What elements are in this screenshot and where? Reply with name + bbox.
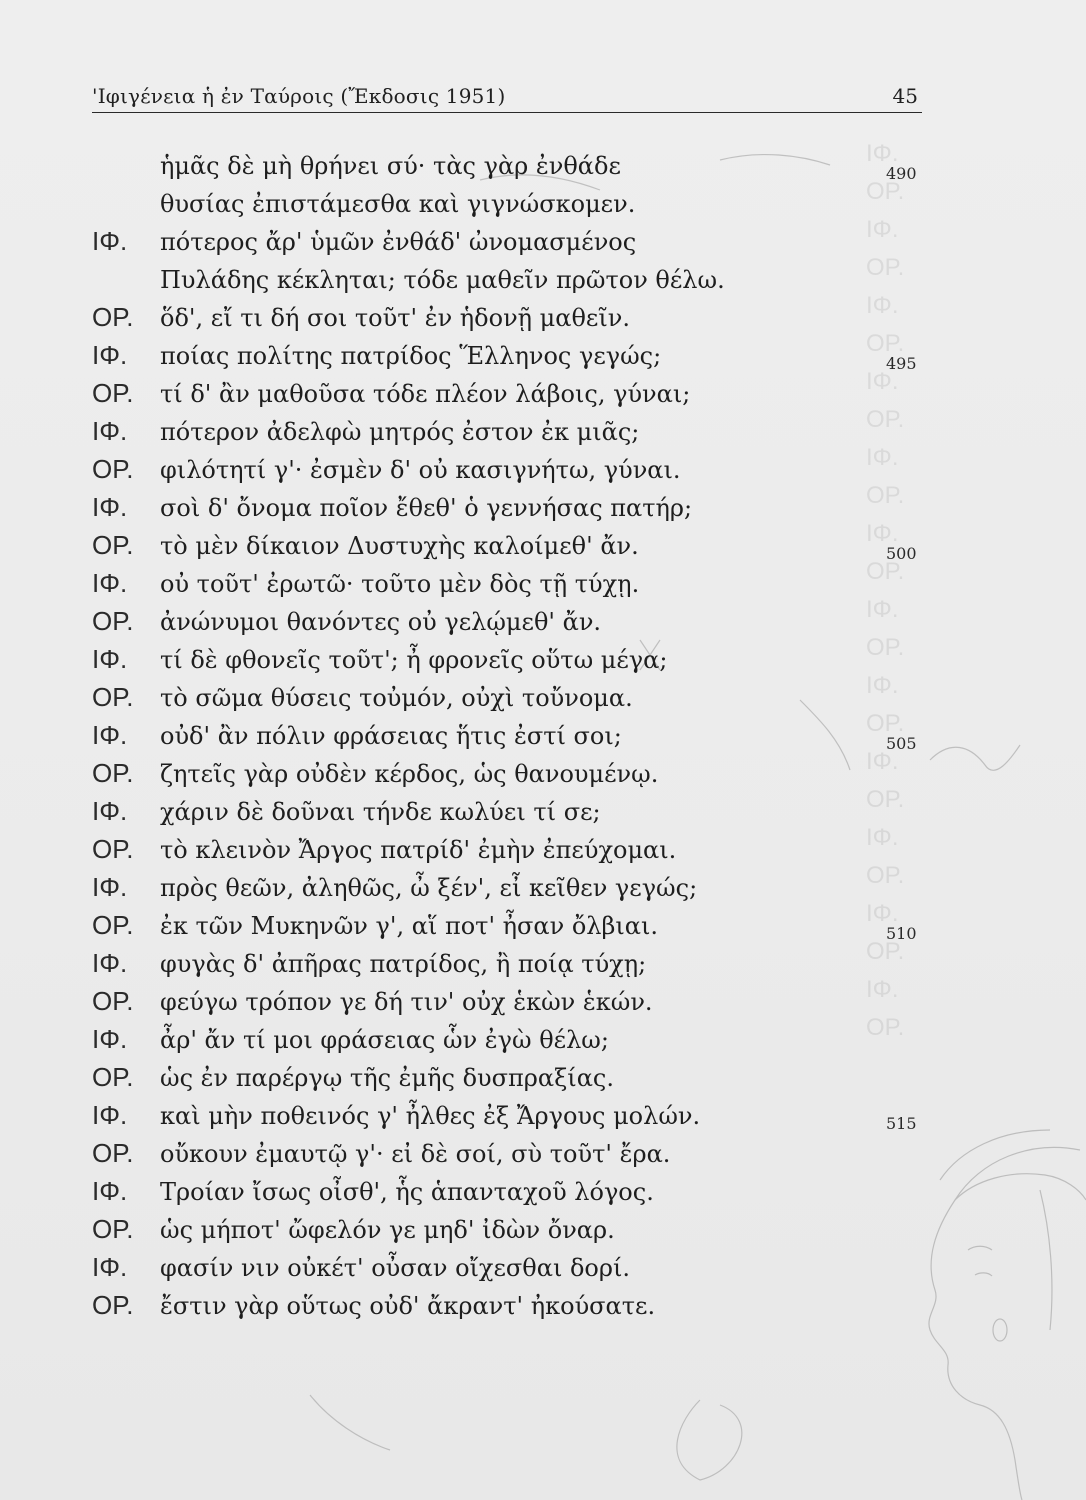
verse-line xyxy=(0,1062,1086,1100)
verse-text: σοὶ δ' ὄνομα ποῖον ἔθεθ' ὁ γεννήσας πατήρ; xyxy=(160,494,693,522)
verse-text: ποίας πολίτης πατρίδος Ἕλληνος γεγώς; xyxy=(160,342,662,370)
speaker-label: ΙΦ. xyxy=(92,796,128,826)
verse-line xyxy=(0,606,1086,644)
speaker-label: ΟΡ. xyxy=(92,530,134,560)
verse-line xyxy=(0,264,1086,302)
verse-line xyxy=(0,948,1086,986)
verse-line xyxy=(0,834,1086,872)
speaker-label: ΟΡ. xyxy=(92,454,134,484)
verse-line xyxy=(0,492,1086,530)
speaker-label: ΙΦ. xyxy=(92,1176,128,1206)
verse-line xyxy=(0,758,1086,796)
verse-line xyxy=(0,416,1086,454)
verse-line xyxy=(0,682,1086,720)
verse-text: οὐ τοῦτ' ἐρωτῶ· τοῦτο μὲν δὸς τῇ τύχῃ. xyxy=(160,570,640,598)
line-number: 510 xyxy=(886,924,917,943)
speaker-label: ΟΡ. xyxy=(92,1214,134,1244)
speaker-label: ΟΡ. xyxy=(92,834,134,864)
verse-line xyxy=(0,188,1086,226)
verse-text: θυσίας ἐπιστάμεσθα καὶ γιγνώσκομεν. xyxy=(160,190,636,218)
speaker-label: ΙΦ. xyxy=(92,1024,128,1054)
verse-line xyxy=(0,1024,1086,1062)
speaker-label: ΙΦ. xyxy=(92,1100,128,1130)
speaker-label: ΟΡ. xyxy=(92,682,134,712)
speaker-label: ΟΡ. xyxy=(92,986,134,1016)
speaker-label: ΙΦ. xyxy=(92,340,128,370)
verse-text: ἆρ' ἄν τί μοι φράσειας ὧν ἐγὼ θέλω; xyxy=(160,1026,609,1054)
speaker-label: ΙΦ. xyxy=(92,226,128,256)
speaker-label: ΙΦ. xyxy=(92,872,128,902)
verse-text: ὅδ', εἴ τι δή σοι τοῦτ' ἐν ἡδονῇ μαθεῖν. xyxy=(160,304,630,332)
verse-line xyxy=(0,302,1086,340)
verse-line xyxy=(0,150,1086,188)
verse-text: οὔκουν ἐμαυτῷ γ'· εἰ δὲ σοί, σὺ τοῦτ' ἔρα. xyxy=(160,1140,671,1168)
speaker-label: ΙΦ. xyxy=(92,1252,128,1282)
verse-text: πότερον ἀδελφὼ μητρός ἐστον ἐκ μιᾶς; xyxy=(160,418,640,446)
verse-text: ὡς μήποτ' ὤφελόν γε μηδ' ἰδὼν ὄναρ. xyxy=(160,1216,615,1244)
verse-line xyxy=(0,644,1086,682)
speaker-label: ΙΦ. xyxy=(92,492,128,522)
speaker-label: ΟΡ. xyxy=(92,1290,134,1320)
verse-text: τί δὲ φθονεῖς τοῦτ'; ἦ φρονεῖς οὕτω μέγα; xyxy=(160,646,668,674)
verse-line xyxy=(0,872,1086,910)
running-title: 'Ιφιγένεια ἡ ἐν Ταύροις (Ἔκδοσις 1951) xyxy=(92,84,506,108)
verse-line xyxy=(0,720,1086,758)
verse-text: καὶ μὴν ποθεινός γ' ἦλθες ἐξ Ἄργους μολών. xyxy=(160,1102,701,1130)
verse-text: ἔστιν γὰρ οὕτως οὐδ' ἄκραντ' ἠκούσατε. xyxy=(160,1292,656,1320)
verse-line xyxy=(0,454,1086,492)
verse-text: ἐκ τῶν Μυκηνῶν γ', αἵ ποτ' ἦσαν ὄλβιαι. xyxy=(160,912,659,940)
speaker-label: ΟΡ. xyxy=(92,1138,134,1168)
verse-line xyxy=(0,1176,1086,1214)
line-number: 500 xyxy=(886,544,917,563)
line-number: 495 xyxy=(886,354,917,373)
verse-text: ζητεῖς γὰρ οὐδὲν κέρδος, ὡς θανουμένῳ. xyxy=(160,760,659,788)
verse-text: τὸ κλεινὸν Ἄργος πατρίδ' ἐμὴν ἐπεύχομαι. xyxy=(160,836,677,864)
verse-line xyxy=(0,568,1086,606)
verse-text: τί δ' ἂν μαθοῦσα τόδε πλέον λάβοις, γύναι; xyxy=(160,380,691,408)
speaker-label: ΟΡ. xyxy=(92,302,134,332)
verse-line xyxy=(0,1138,1086,1176)
verse-text: ἡμᾶς δὲ μὴ θρήνει σύ· τὰς γὰρ ἐνθάδε xyxy=(160,152,621,180)
page-header xyxy=(92,82,922,122)
verse-line xyxy=(0,1252,1086,1290)
verse-text: φασίν νιν οὐκέτ' οὖσαν οἴχεσθαι δορί. xyxy=(160,1254,631,1282)
verse-line xyxy=(0,986,1086,1024)
show-through-text: ΙΦ. ΟΡ. ΙΦ. ΟΡ. ΙΦ. ΟΡ. ΙΦ. ΟΡ. ΙΦ. ΟΡ. ΙΦ. ΟΡ. ΙΦ. ΟΡ. ΙΦ. ΟΡ. ΙΦ. ΟΡ. ΙΦ. ΟΡ. ΙΦ. ΟΡ. ΙΦ. ΟΡ. xyxy=(866,140,905,1041)
header-rule xyxy=(92,112,922,113)
verse-text: φεύγω τρόπον γε δή τιν' οὐχ ἑκὼν ἑκών. xyxy=(160,988,653,1016)
verse-text: Τροίαν ἴσως οἶσθ', ἧς ἁπανταχοῦ λόγος. xyxy=(160,1178,654,1206)
speaker-label: ΟΡ. xyxy=(92,606,134,636)
verse-text: φιλότητί γ'· ἐσμὲν δ' οὐ κασιγνήτω, γύναι. xyxy=(160,456,681,484)
verse-line xyxy=(0,1214,1086,1252)
verse-text: Πυλάδης κέκληται; τόδε μαθεῖν πρῶτον θέλω. xyxy=(160,266,725,294)
verse-line xyxy=(0,340,1086,378)
verse-line xyxy=(0,378,1086,416)
speaker-label: ΙΦ. xyxy=(92,568,128,598)
verse-line xyxy=(0,796,1086,834)
speaker-label: ΟΡ. xyxy=(92,1062,134,1092)
verse-line xyxy=(0,530,1086,568)
verse-line xyxy=(0,910,1086,948)
verse-line xyxy=(0,1290,1086,1328)
verse-line xyxy=(0,226,1086,264)
verse-text: πρὸς θεῶν, ἀληθῶς, ὦ ξέν', εἶ κεῖθεν γεγώς; xyxy=(160,874,698,902)
line-number: 515 xyxy=(886,1114,917,1133)
line-number: 490 xyxy=(886,164,917,183)
verse-text: πότερος ἄρ' ὑμῶν ἐνθάδ' ὠνομασμένος xyxy=(160,228,637,256)
speaker-label: ΙΦ. xyxy=(92,948,128,978)
speaker-label: ΙΦ. xyxy=(92,644,128,674)
speaker-label: ΟΡ. xyxy=(92,910,134,940)
verse-text: φυγὰς δ' ἀπῆρας πατρίδος, ἢ ποίᾳ τύχῃ; xyxy=(160,950,647,978)
verse-text: χάριν δὲ δοῦναι τήνδε κωλύει τί σε; xyxy=(160,798,601,826)
speaker-label: ΟΡ. xyxy=(92,758,134,788)
speaker-label: ΟΡ. xyxy=(92,378,134,408)
speaker-label: ΙΦ. xyxy=(92,720,128,750)
verse-text: ἀνώνυμοι θανόντες οὐ γελῴμεθ' ἄν. xyxy=(160,608,602,636)
verse-text: οὐδ' ἂν πόλιν φράσειας ἥτις ἐστί σοι; xyxy=(160,722,622,750)
page-number: 45 xyxy=(892,84,918,108)
line-number: 505 xyxy=(886,734,917,753)
verse-text: ὡς ἐν παρέργῳ τῆς ἐμῆς δυσπραξίας. xyxy=(160,1064,614,1092)
verse-text: τὸ σῶμα θύσεις τοὐμόν, οὐχὶ τοὔνομα. xyxy=(160,684,633,712)
verse-line xyxy=(0,1100,1086,1138)
speaker-label: ΙΦ. xyxy=(92,416,128,446)
verse-text: τὸ μὲν δίκαιον Δυστυχὴς καλοίμεθ' ἄν. xyxy=(160,532,639,560)
